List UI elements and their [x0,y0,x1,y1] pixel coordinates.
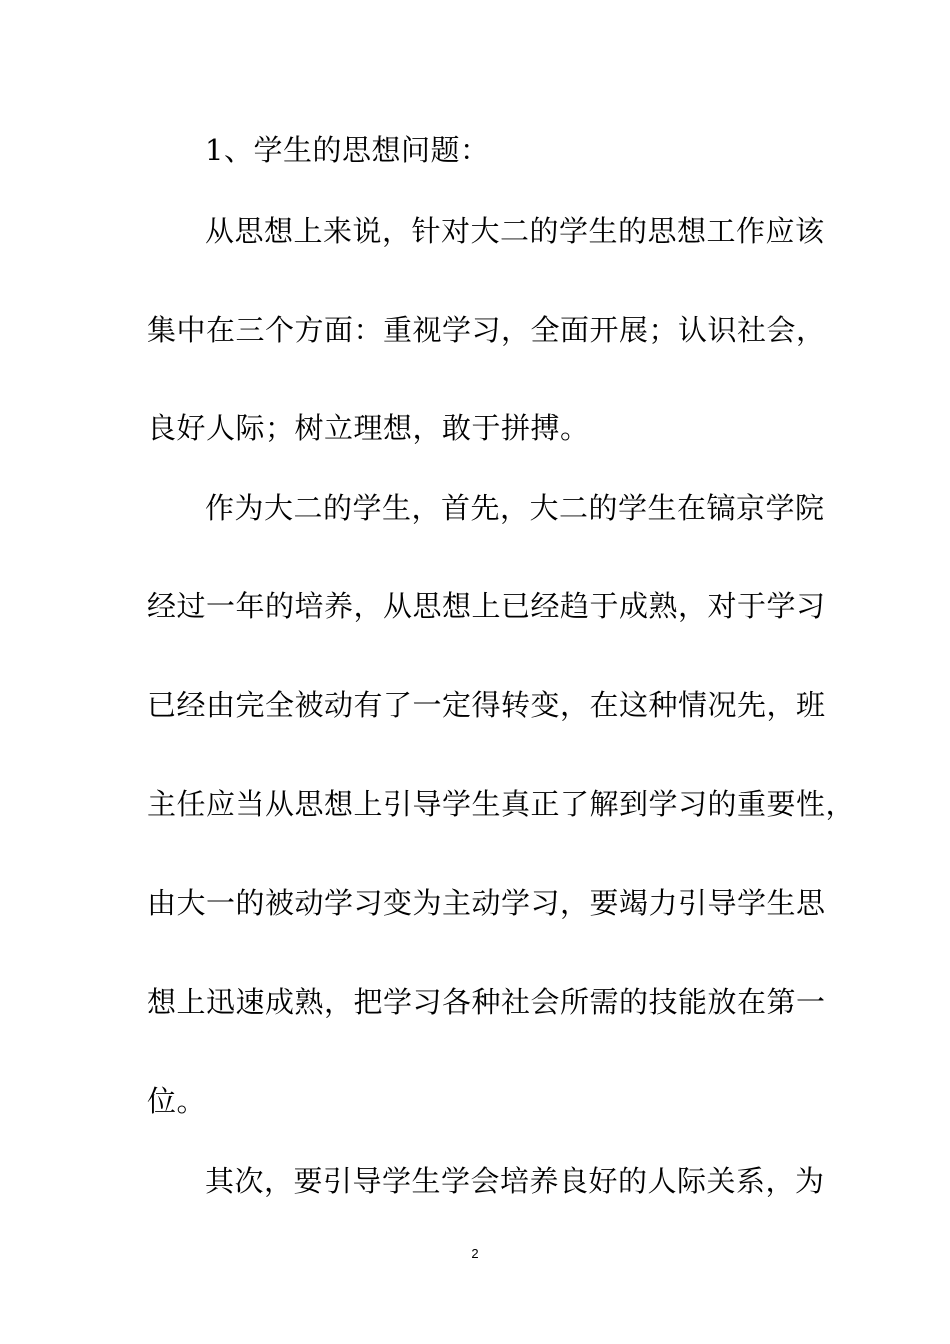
paragraph-line: 其次，要引导学生学会培养良好的人际关系，为 [205,1164,825,1198]
paragraph-line: 由大一的被动学习变为主动学习，要竭力引导学生思 [147,886,826,920]
page-number: 2 [471,1246,479,1261]
paragraph-line: 从思想上来说，针对大二的学生的思想工作应该 [205,214,825,248]
section-heading: 1、学生的思想问题： [205,133,490,167]
paragraph-line: 集中在三个方面：重视学习，全面开展；认识社会， [147,313,826,347]
paragraph-line: 良好人际；树立理想，敢于拼搏。 [147,411,590,445]
paragraph-line: 作为大二的学生，首先，大二的学生在镐京学院 [205,491,825,525]
paragraph-line: 想上迅速成熟，把学习各种社会所需的技能放在第一 [147,985,826,1019]
paragraph-line: 已经由完全被动有了一定得转变，在这种情况先，班 [147,688,826,722]
paragraph-line: 位。 [147,1084,207,1118]
paragraph-line: 主任应当从思想上引导学生真正了解到学习的重要性， [147,787,856,821]
paragraph-line: 经过一年的培养，从思想上已经趋于成熟，对于学习 [147,589,826,623]
